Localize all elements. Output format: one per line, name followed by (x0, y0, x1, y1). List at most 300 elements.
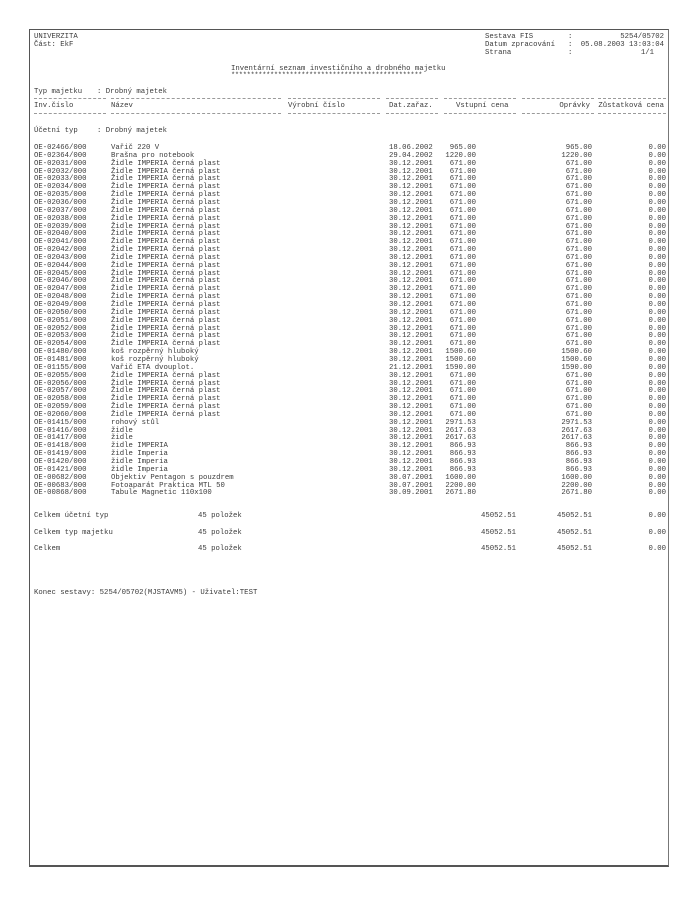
input-price-cell: 2971.53 (445, 418, 476, 427)
input-price-cell: 866.93 (449, 450, 476, 459)
repairs-cell: 671.00 (565, 238, 592, 247)
date-cell: 30.12.2001 (389, 465, 433, 474)
header-rule (598, 98, 666, 99)
date-cell: 21.12.2001 (389, 363, 433, 372)
name-cell: Židle IMPERIA černá plast (111, 191, 221, 200)
date-cell: 30.12.2001 (389, 426, 433, 435)
inv-number-cell: OE-02047/000 (34, 285, 87, 294)
total-label: Celkem (34, 545, 61, 553)
header-rule (111, 98, 281, 99)
account-type-value: : Drobný majetek (97, 127, 168, 135)
repairs-cell: 671.00 (565, 191, 592, 200)
inv-number-cell: OE-02039/000 (34, 222, 87, 231)
date-cell: 30.12.2001 (389, 301, 433, 309)
repairs-cell: 671.00 (565, 175, 592, 184)
repairs-cell: 671.00 (565, 301, 592, 309)
date-cell: 30.12.2001 (389, 159, 433, 168)
repairs-cell: 671.00 (565, 293, 592, 302)
residual-cell: 0.00 (648, 410, 666, 419)
residual-cell: 0.00 (648, 348, 666, 357)
name-cell: Židle IMPERIA černá plast (111, 238, 221, 247)
inv-number-cell: OE-01417/000 (34, 434, 87, 443)
table-row (30, 434, 670, 442)
name-cell: Židle IMPERIA černá plast (111, 183, 221, 192)
input-price-cell: 2617.63 (445, 434, 476, 443)
residual-cell: 0.00 (648, 371, 666, 380)
date-cell: 30.12.2001 (389, 458, 433, 466)
residual-cell: 0.00 (648, 144, 666, 152)
inv-number-cell: OE-02466/000 (34, 144, 87, 152)
residual-cell: 0.00 (648, 387, 666, 396)
date-cell: 30.12.2001 (389, 198, 433, 207)
repairs-cell: 671.00 (565, 403, 592, 412)
table-row (30, 144, 670, 152)
repairs-cell: 866.93 (565, 465, 592, 474)
table-row (30, 191, 670, 199)
residual-cell: 0.00 (648, 230, 666, 239)
input-price-cell: 671.00 (449, 230, 476, 239)
inv-number-cell: OE-02035/000 (34, 191, 87, 200)
table-row (30, 246, 670, 254)
total-input-price: 45052.51 (480, 512, 516, 520)
repairs-cell: 671.00 (565, 253, 592, 262)
name-cell: židle (111, 434, 133, 443)
inv-number-cell: OE-02051/000 (34, 316, 87, 325)
name-cell: židle (111, 426, 133, 435)
name-cell: Židle IMPERIA černá plast (111, 387, 221, 396)
input-price-cell: 965.00 (449, 144, 476, 152)
name-cell: Vařič ETA dvouplot. (111, 363, 195, 372)
date-label: Datum zpracování (485, 41, 556, 49)
name-cell: Židle IMPERIA černá plast (111, 175, 221, 184)
col-repairs: Oprávky (559, 102, 590, 110)
residual-cell: 0.00 (648, 324, 666, 333)
inv-number-cell: OE-00868/000 (34, 489, 87, 498)
inv-number-cell: OE-01155/000 (34, 363, 87, 372)
date-colon: : (568, 41, 573, 49)
residual-cell: 0.00 (648, 277, 666, 286)
residual-cell: 0.00 (648, 426, 666, 435)
name-cell: Vařič 220 V (111, 144, 160, 152)
residual-cell: 0.00 (648, 175, 666, 184)
input-price-cell: 671.00 (449, 222, 476, 231)
table-row (30, 372, 670, 380)
residual-cell: 0.00 (648, 167, 666, 176)
date-cell: 30.12.2001 (389, 285, 433, 294)
residual-cell: 0.00 (648, 473, 666, 482)
inv-number-cell: OE-02038/000 (34, 214, 87, 223)
processing-date: 05.08.2003 13:03:04 (580, 41, 664, 49)
name-cell: Židle IMPERIA černá plast (111, 167, 221, 176)
inv-number-cell: OE-02050/000 (34, 308, 87, 317)
name-cell: Židle IMPERIA černá plast (111, 308, 221, 317)
name-cell: Brašna pro notebook (111, 151, 195, 160)
input-price-cell: 671.00 (449, 332, 476, 341)
residual-cell: 0.00 (648, 191, 666, 200)
date-cell: 30.09.2001 (389, 489, 433, 498)
table-row (30, 442, 670, 450)
date-cell: 30.12.2001 (389, 261, 433, 270)
input-price-cell: 671.00 (449, 167, 476, 176)
name-cell: koš rozpěrný hluboký (111, 355, 199, 364)
header-rule (288, 98, 380, 99)
input-price-cell: 671.00 (449, 308, 476, 317)
input-price-cell: 671.00 (449, 269, 476, 278)
repairs-cell: 1500.60 (561, 348, 592, 357)
name-cell: Židle IMPERIA černá plast (111, 277, 221, 286)
table-row (30, 183, 670, 191)
residual-cell: 0.00 (648, 481, 666, 490)
inv-number-cell: OE-01420/000 (34, 458, 87, 466)
input-price-cell: 2617.63 (445, 426, 476, 435)
inv-number-cell: OE-02044/000 (34, 261, 87, 270)
repairs-cell: 866.93 (565, 458, 592, 466)
name-cell: Židle IMPERIA černá plast (111, 293, 221, 302)
input-price-cell: 1600.00 (445, 473, 476, 482)
date-cell: 30.12.2001 (389, 214, 433, 223)
page-number: 1/1 (640, 49, 654, 57)
repairs-cell: 965.00 (565, 144, 592, 152)
residual-cell: 0.00 (648, 465, 666, 474)
inv-number-cell: OE-02049/000 (34, 301, 87, 309)
inv-number-cell: OE-02055/000 (34, 371, 87, 380)
header-rule (386, 98, 438, 99)
repairs-cell: 671.00 (565, 167, 592, 176)
table-row (30, 317, 670, 325)
name-cell: Židle IMPERIA černá plast (111, 230, 221, 239)
residual-cell: 0.00 (648, 308, 666, 317)
name-cell: Židle IMPERIA černá plast (111, 222, 221, 231)
date-cell: 30.12.2001 (389, 410, 433, 419)
date-cell: 30.07.2001 (389, 481, 433, 490)
repairs-cell: 1220.00 (561, 151, 592, 160)
report-label: Sestava FIS (485, 33, 534, 41)
table-row (30, 262, 670, 270)
inv-number-cell: OE-02054/000 (34, 340, 87, 349)
title-underline: ************************************************* (231, 72, 423, 80)
repairs-cell: 671.00 (565, 387, 592, 396)
input-price-cell: 671.00 (449, 403, 476, 412)
inv-number-cell: OE-01416/000 (34, 426, 87, 435)
date-cell: 30.12.2001 (389, 183, 433, 192)
name-cell: Židle IMPERIA černá plast (111, 332, 221, 341)
input-price-cell: 671.00 (449, 238, 476, 247)
inv-number-cell: OE-02058/000 (34, 395, 87, 404)
repairs-cell: 671.00 (565, 230, 592, 239)
date-cell: 30.12.2001 (389, 371, 433, 380)
inv-number-cell: OE-02059/000 (34, 403, 87, 412)
table-row (30, 419, 670, 427)
repairs-cell: 1590.00 (561, 363, 592, 372)
total-count: 45 položek (198, 512, 242, 520)
residual-cell: 0.00 (648, 363, 666, 372)
repairs-cell: 2671.80 (561, 489, 592, 498)
repairs-cell: 671.00 (565, 410, 592, 419)
inv-number-cell: OE-02364/000 (34, 151, 87, 160)
input-price-cell: 671.00 (449, 340, 476, 349)
table-row (30, 152, 670, 160)
table-row (30, 348, 670, 356)
repairs-cell: 671.00 (565, 261, 592, 270)
residual-cell: 0.00 (648, 316, 666, 325)
residual-cell: 0.00 (648, 450, 666, 459)
asset-type-label: Typ majetku (34, 88, 83, 96)
input-price-cell: 671.00 (449, 175, 476, 184)
header-rule (444, 113, 516, 114)
residual-cell: 0.00 (648, 206, 666, 215)
repairs-cell: 671.00 (565, 340, 592, 349)
header-rule (444, 98, 516, 99)
col-residual: Zůstatková cena (598, 102, 664, 110)
name-cell: židle Imperia (111, 450, 168, 459)
name-cell: Fotoaparát Praktica MTL 50 (111, 481, 225, 490)
inv-number-cell: OE-00683/000 (34, 481, 87, 490)
repairs-cell: 671.00 (565, 395, 592, 404)
name-cell: koš rozpěrný hluboký (111, 348, 199, 357)
inv-number-cell: OE-02032/000 (34, 167, 87, 176)
repairs-cell: 671.00 (565, 206, 592, 215)
org-part: Část: EkF (34, 41, 74, 49)
residual-cell: 0.00 (648, 246, 666, 255)
total-label: Celkem typ majetku (34, 528, 113, 537)
input-price-cell: 671.00 (449, 198, 476, 207)
repairs-cell: 2617.63 (561, 426, 592, 435)
inv-number-cell: OE-02045/000 (34, 269, 87, 278)
inv-number-cell: OE-01480/000 (34, 348, 87, 357)
table-row (30, 427, 670, 435)
name-cell: židle IMPERIA (111, 442, 168, 451)
residual-cell: 0.00 (648, 269, 666, 278)
input-price-cell: 671.00 (449, 371, 476, 380)
table-row (30, 395, 670, 403)
inv-number-cell: OE-02053/000 (34, 332, 87, 341)
residual-cell: 0.00 (648, 442, 666, 451)
input-price-cell: 671.00 (449, 206, 476, 215)
date-cell: 30.12.2001 (389, 348, 433, 357)
inv-number-cell: OE-02037/000 (34, 206, 87, 215)
name-cell: Židle IMPERIA černá plast (111, 206, 221, 215)
inv-number-cell: OE-01415/000 (34, 418, 87, 427)
repairs-cell: 2200.00 (561, 481, 592, 490)
input-price-cell: 671.00 (449, 395, 476, 404)
repairs-cell: 671.00 (565, 324, 592, 333)
repairs-cell: 1500.60 (561, 355, 592, 364)
report-page (29, 29, 669, 867)
name-cell: Tabule Magnetic 110x100 (111, 489, 212, 498)
input-price-cell: 671.00 (449, 159, 476, 168)
table-row (30, 285, 670, 293)
repairs-cell: 671.00 (565, 183, 592, 192)
date-cell: 30.12.2001 (389, 308, 433, 317)
inv-number-cell: OE-02052/000 (34, 324, 87, 333)
residual-cell: 0.00 (648, 355, 666, 364)
date-cell: 30.12.2001 (389, 230, 433, 239)
inv-number-cell: OE-02034/000 (34, 183, 87, 192)
name-cell: Židle IMPERIA černá plast (111, 198, 221, 207)
repairs-cell: 671.00 (565, 379, 592, 388)
date-cell: 30.12.2001 (389, 167, 433, 176)
name-cell: Židle IMPERIA černá plast (111, 159, 221, 168)
inv-number-cell: OE-01421/000 (34, 465, 87, 474)
name-cell: Židle IMPERIA černá plast (111, 269, 221, 278)
date-cell: 30.12.2001 (389, 246, 433, 255)
date-cell: 30.12.2001 (389, 277, 433, 286)
inv-number-cell: OE-01481/000 (34, 355, 87, 364)
repairs-cell: 1600.00 (561, 473, 592, 482)
table-row (30, 199, 670, 207)
table-row (30, 238, 670, 246)
name-cell: židle Imperia (111, 458, 168, 466)
date-cell: 30.12.2001 (389, 379, 433, 388)
residual-cell: 0.00 (648, 151, 666, 160)
name-cell: Židle IMPERIA černá plast (111, 316, 221, 325)
name-cell: židle Imperia (111, 465, 168, 474)
name-cell: Židle IMPERIA černá plast (111, 395, 221, 404)
inv-number-cell: OE-02036/000 (34, 198, 87, 207)
inv-number-cell: OE-02041/000 (34, 238, 87, 247)
total-repairs: 45052.51 (556, 545, 592, 553)
date-cell: 30.12.2001 (389, 222, 433, 231)
header-rule (386, 113, 438, 114)
date-cell: 29.04.2002 (389, 151, 433, 160)
inv-number-cell: OE-02060/000 (34, 410, 87, 419)
total-repairs: 45052.51 (556, 512, 592, 520)
table-row (30, 309, 670, 317)
input-price-cell: 671.00 (449, 316, 476, 325)
input-price-cell: 671.00 (449, 379, 476, 388)
table-row (30, 482, 670, 490)
inv-number-cell: OE-02040/000 (34, 230, 87, 239)
input-price-cell: 671.00 (449, 301, 476, 309)
name-cell: Židle IMPERIA černá plast (111, 301, 221, 309)
inv-number-cell: OE-02046/000 (34, 277, 87, 286)
table-row (30, 489, 670, 497)
col-inv-number: Inv.číslo (34, 102, 74, 110)
table-row (30, 450, 670, 458)
report-title: Inventární seznam investičního a drobného majetku (231, 65, 446, 73)
name-cell: Židle IMPERIA černá plast (111, 253, 221, 262)
input-price-cell: 866.93 (449, 465, 476, 474)
date-cell: 18.06.2002 (389, 144, 433, 152)
input-price-cell: 2200.00 (445, 481, 476, 490)
input-price-cell: 671.00 (449, 324, 476, 333)
residual-cell: 0.00 (648, 198, 666, 207)
input-price-cell: 671.00 (449, 183, 476, 192)
inv-number-cell: OE-02057/000 (34, 387, 87, 396)
asset-type-value: : Drobný majetek (97, 88, 168, 96)
repairs-cell: 671.00 (565, 316, 592, 325)
header-rule (522, 98, 594, 99)
repairs-cell: 671.00 (565, 277, 592, 286)
table-row (30, 474, 670, 482)
input-price-cell: 1220.00 (445, 151, 476, 160)
table-row (30, 411, 670, 419)
repairs-cell: 866.93 (565, 450, 592, 459)
input-price-cell: 671.00 (449, 285, 476, 294)
residual-cell: 0.00 (648, 183, 666, 192)
input-price-cell: 1500.60 (445, 348, 476, 357)
name-cell: Židle IMPERIA černá plast (111, 261, 221, 270)
date-cell: 30.12.2001 (389, 442, 433, 451)
date-cell: 30.12.2001 (389, 191, 433, 200)
col-name: Název (111, 102, 133, 110)
repairs-cell: 671.00 (565, 371, 592, 380)
header-rule (522, 113, 594, 114)
total-input-price: 45052.51 (480, 545, 516, 553)
name-cell: Židle IMPERIA černá plast (111, 410, 221, 419)
repairs-cell: 671.00 (565, 214, 592, 223)
account-type-label: Účetní typ (34, 127, 78, 135)
name-cell: Židle IMPERIA černá plast (111, 214, 221, 223)
total-residual: 0.00 (648, 512, 666, 520)
header-rule (598, 113, 666, 114)
date-cell: 30.12.2001 (389, 395, 433, 404)
repairs-cell: 2971.53 (561, 418, 592, 427)
table-row (30, 356, 670, 364)
inv-number-cell: OE-00682/000 (34, 473, 87, 482)
page-colon: : (568, 49, 573, 57)
date-cell: 30.12.2001 (389, 418, 433, 427)
date-cell: 30.12.2001 (389, 293, 433, 302)
date-cell: 30.12.2001 (389, 332, 433, 341)
name-cell: Židle IMPERIA černá plast (111, 379, 221, 388)
input-price-cell: 671.00 (449, 387, 476, 396)
report-colon: : (568, 33, 573, 41)
table-row (30, 466, 670, 474)
page-label: Strana (485, 49, 512, 57)
date-cell: 30.12.2001 (389, 206, 433, 215)
residual-cell: 0.00 (648, 395, 666, 404)
total-count: 45 položek (198, 528, 242, 537)
table-row (30, 293, 670, 301)
residual-cell: 0.00 (648, 222, 666, 231)
input-price-cell: 1500.60 (445, 355, 476, 364)
repairs-cell: 671.00 (565, 332, 592, 341)
table-row (30, 301, 670, 309)
inv-number-cell: OE-02033/000 (34, 175, 87, 184)
table-row (30, 254, 670, 262)
repairs-cell: 671.00 (565, 308, 592, 317)
name-cell: Židle IMPERIA černá plast (111, 403, 221, 412)
name-cell: Židle IMPERIA černá plast (111, 371, 221, 380)
header-rule (111, 113, 281, 114)
col-serial-number: Výrobní číslo (288, 102, 345, 110)
repairs-cell: 671.00 (565, 198, 592, 207)
residual-cell: 0.00 (648, 379, 666, 388)
input-price-cell: 2671.80 (445, 489, 476, 498)
input-price-cell: 671.00 (449, 253, 476, 262)
residual-cell: 0.00 (648, 434, 666, 443)
input-price-cell: 1590.00 (445, 363, 476, 372)
name-cell: Židle IMPERIA černá plast (111, 340, 221, 349)
report-number: 5254/05702 (620, 33, 664, 41)
residual-cell: 0.00 (648, 238, 666, 247)
date-cell: 30.12.2001 (389, 403, 433, 412)
table-row (30, 458, 670, 466)
table-row (30, 215, 670, 223)
total-count: 45 položek (198, 545, 242, 553)
total-residual: 0.00 (648, 545, 666, 553)
residual-cell: 0.00 (648, 458, 666, 466)
residual-cell: 0.00 (648, 159, 666, 168)
date-cell: 30.12.2001 (389, 175, 433, 184)
table-row (30, 230, 670, 238)
total-label: Celkem účetní typ (34, 512, 109, 520)
header-rule (34, 98, 106, 99)
inv-number-cell: OE-02042/000 (34, 246, 87, 255)
input-price-cell: 671.00 (449, 214, 476, 223)
repairs-cell: 671.00 (565, 246, 592, 255)
